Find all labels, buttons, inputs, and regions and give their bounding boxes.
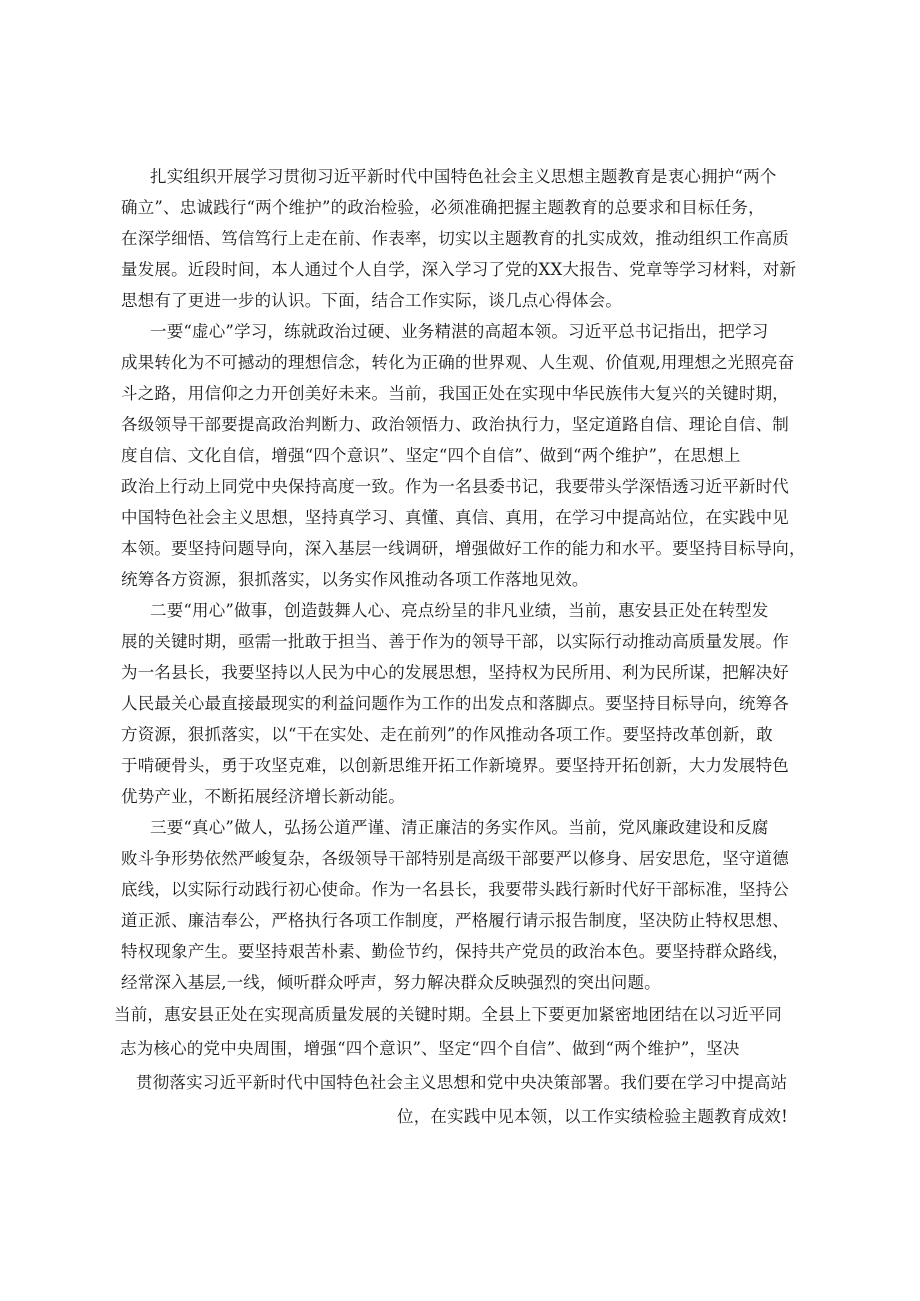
paragraph-2-line-9: 统筹各方资源，狠抓落实，以务实作风推动各项工作落地见效。 bbox=[121, 570, 589, 589]
paragraph-4-line-2: 败斗争形势依然严峻复杂，各级领导干部特别是高级干部要严以修身、居安思危，坚守道德 bbox=[121, 849, 789, 868]
paragraph-5-line-3: 贯彻落实习近平新时代中国特色社会主义思想和党中央决策部署。我们要在学习中提高站 bbox=[136, 1073, 788, 1092]
paragraph-2-line-1: 一要“虚心”学习，练就政治过硬、业务精湛的高超本领。习近平总书记指出，把学习 bbox=[150, 322, 769, 341]
paragraph-3-line-6: 于啃硬骨头，勇于攻坚克难，以创新思维开拓工作新境界。要坚持开拓创新，大力发展特色 bbox=[121, 756, 789, 775]
paragraph-3-line-4: 人民最关心最直接最现实的利益问题作为工作的出发点和落脚点。要坚持目标导向，统筹各 bbox=[121, 694, 789, 713]
paragraph-4-line-4: 道正派、廉洁奉公，严格执行各项工作制度，严格履行请示报告制度，坚决防止特权思想、 bbox=[121, 911, 789, 930]
paragraph-4-line-5: 特权现象产生。要坚持艰苦朴素、勤俭节约，保持共产党员的政治本色。要坚持群众路线， bbox=[121, 942, 789, 961]
paragraph-5-line-4: 位，在实践中见本领，以工作实绩检验主题教育成效! bbox=[397, 1107, 788, 1126]
paragraph-1-line-4: 量发展。近段时间，本人通过个人自学，深入学习了党的XX大报告、党章等学习材料，对新 bbox=[121, 260, 797, 279]
paragraph-1-line-3: 在深学细悟、笃信笃行上走在前、作表率，切实以主题教育的扎实成效，推动组织工作高质 bbox=[121, 229, 789, 248]
paragraph-4-line-3: 底线，以实际行动践行初心使命。作为一名县长，我要带头践行新时代好干部标准，坚持公 bbox=[121, 880, 789, 899]
paragraph-3-line-3: 为一名县长，我要坚持以人民为中心的发展思想，坚持权为民所用、利为民所谋，把解决好 bbox=[121, 663, 789, 682]
paragraph-1-line-1: 扎实组织开展学习贯彻习近平新时代中国特色社会主义思想主题教育是衷心拥护“两个 bbox=[150, 167, 777, 186]
paragraph-2-line-6: 政治上行动上同党中央保持高度一致。作为一名县委书记，我要带头学深悟透习近平新时代 bbox=[121, 477, 789, 496]
paragraph-5-line-2: 志为核心的党中央周围，增强“四个意识”、坚定“四个自信”、做到“两个维护”，坚决 bbox=[120, 1039, 740, 1058]
paragraph-3-line-7: 优势产业，不断拓展经济增长新动能。 bbox=[121, 787, 405, 806]
paragraph-4-line-1: 三要“真心”做人，弘扬公道严谨、清正廉洁的务实作风。当前，党风廉政建设和反腐 bbox=[150, 818, 769, 837]
paragraph-3-line-5: 方资源，狠抓落实，以“干在实处、走在前列”的作风推动各项工作。要坚持改革创新，敢 bbox=[121, 725, 773, 744]
paragraph-1-line-2: 确立”、忠诚践行“两个维护”的政治检验，必须准确把握主题教育的总要求和目标任务， bbox=[121, 198, 765, 217]
paragraph-5-line-1: 当前，惠安县正处在实现高质量发展的关键时期。全县上下要更加紧密地团结在以习近平同 bbox=[114, 1005, 782, 1024]
paragraph-2-line-8: 本领。要坚持问题导向，深入基层一线调研，增强做好工作的能力和水平。要坚持目标导向， bbox=[121, 539, 806, 558]
paragraph-2-line-4: 各级领导干部要提高政治判断力、政治领悟力、政治执行力，坚定道路自信、理论自信、制 bbox=[121, 415, 789, 434]
paragraph-3-line-2: 展的关键时期，亟需一批敢于担当、善于作为的领导干部，以实际行动推动高质量发展。作 bbox=[121, 632, 789, 651]
paragraph-2-line-5: 度自信、文化自信，增强“四个意识”、坚定“四个自信”、做到“两个维护”，在思想上 bbox=[121, 446, 741, 465]
paragraph-2-line-3: 斗之路，用信仰之力开创美好未来。当前，我国正处在实现中华民族伟大复兴的关键时期， bbox=[121, 384, 789, 403]
paragraph-3-line-1: 二要“用心”做事，创造鼓舞人心、亮点纷呈的非凡业绩，当前，惠安县正处在转型发 bbox=[150, 601, 769, 620]
paragraph-1-line-5: 思想有了更进一步的认识。下面，结合工作实际，谈几点心得体会。 bbox=[121, 291, 622, 310]
paragraph-2-line-2: 成果转化为不可撼动的理想信念，转化为正确的世界观、人生观、价值观,用理想之光照亮奋 bbox=[121, 353, 795, 372]
paragraph-2-line-7: 中国特色社会主义思想，坚持真学习、真懂、真信、真用，在学习中提高站位，在实践中见 bbox=[121, 508, 789, 527]
paragraph-4-line-6: 经常深入基层,一线，倾听群众呼声，努力解决群众反映强烈的突出问题。 bbox=[121, 973, 661, 992]
